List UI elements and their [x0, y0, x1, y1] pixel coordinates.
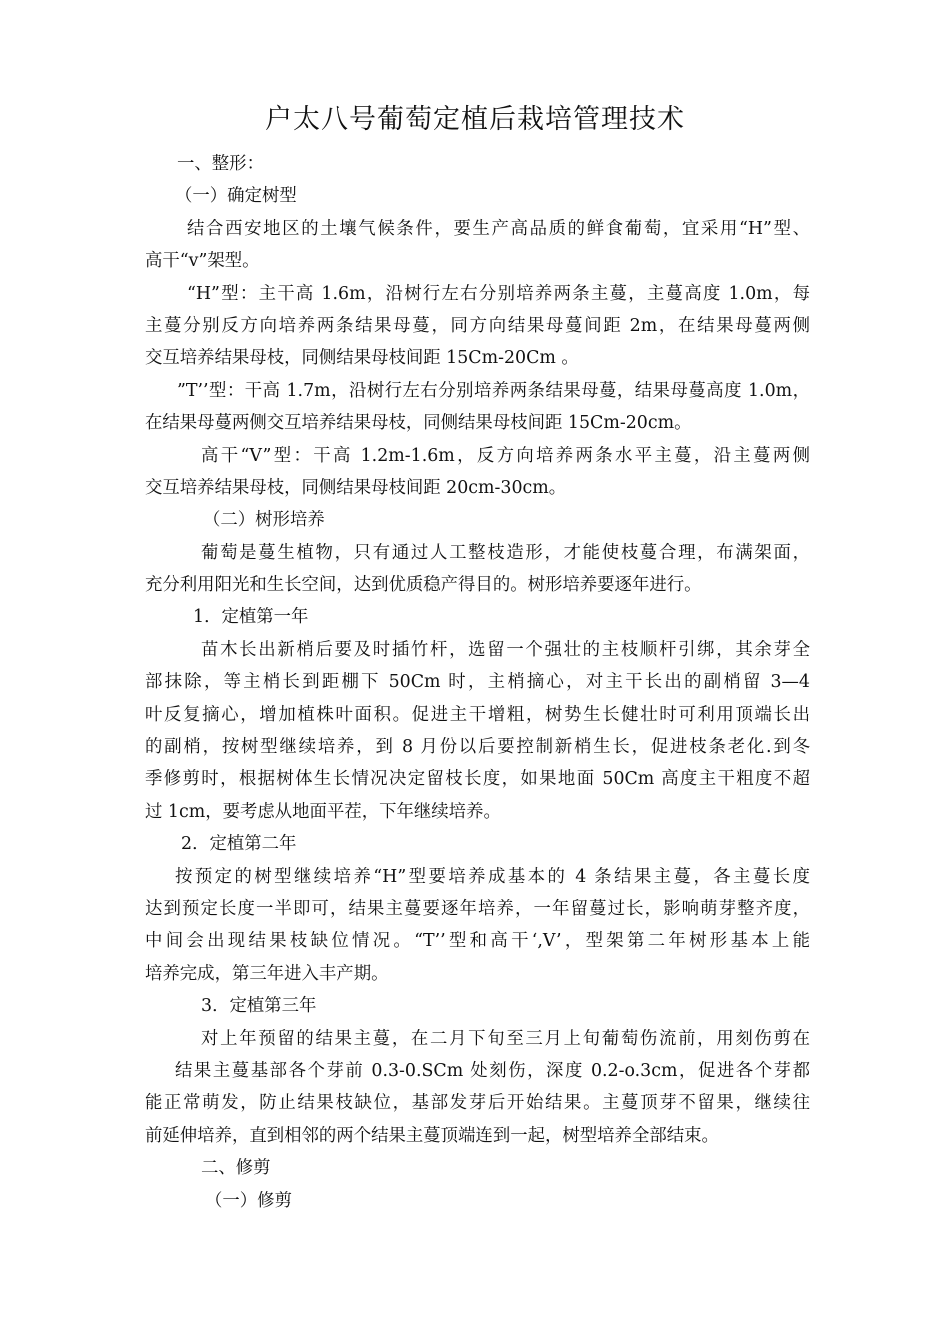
subsection-heading: 3．定植第三年: [201, 996, 317, 1017]
paragraph-line: 培养完成，第三年进入丰产期。: [145, 963, 389, 984]
paragraph-line: 交互培养结果母枝，同侧结果母枝间距 20cm-30cm。: [145, 477, 567, 498]
paragraph-line: 结合西安地区的土壤气候条件，要生产高品质的鲜食葡萄，宜采用“H”型、: [187, 218, 810, 239]
paragraph-line: ”T’’型：干高 1.7m，沿树行左右分别培养两条结果母蔓，结果母蔓高度 1.0m，: [177, 380, 810, 401]
paragraph-line: 部抹除，等主梢长到距棚下 50Cm 时，主梢摘心，对主干长出的副梢留 3—4: [145, 672, 810, 693]
paragraph-line: 充分利用阳光和生长空间，达到优质稳产得目的。树形培养要逐年进行。: [145, 575, 702, 596]
paragraph-line: 葡萄是蔓生植物，只有通过人工整枝造形，才能使枝蔓合理，布满架面，: [201, 542, 810, 563]
document-body: [145, 148, 810, 1217]
subsection-heading: 1．定植第一年: [193, 607, 309, 628]
paragraph-line: 交互培养结果母枝，同侧结果母枝间距 15Cm-20Cm 。: [145, 348, 579, 369]
paragraph-line: 在结果母蔓两侧交互培养结果母枝，同侧结果母枝间距 15Cm-20cm。: [145, 413, 692, 434]
subsection-heading: （一）确定树型: [175, 186, 297, 207]
paragraph-line: 过 1cm，要考虑从地面平茬，下年继续培养。: [145, 801, 501, 822]
paragraph-line: 中间会出现结果枝缺位情况。“T’’型和高干‘,V’，型架第二年树形基本上能: [145, 931, 810, 952]
paragraph-line: 高干“V”型：干高 1.2m-1.6m，反方向培养两条水平主蔓，沿主蔓两侧: [201, 445, 810, 466]
section-heading: 一、整形：: [177, 154, 264, 174]
page-title: 户太八号葡萄定植后栽培管理技术: [265, 104, 685, 135]
paragraph-line: 的副梢，按树型继续培养，到 8 月份以后要控制新梢生长，促进枝条老化.到冬: [145, 737, 810, 758]
paragraph-line: 季修剪时，根据树体生长情况决定留枝长度，如果地面 50Cm 高度主干粗度不超: [145, 769, 810, 790]
subsection-heading: （二）树形培养: [203, 510, 325, 531]
paragraph-line: 高干“v”架型。: [145, 251, 260, 272]
paragraph-line: 能正常萌发，防止结果枝缺位，基部发芽后开始结果。主蔓顶芽不留果，继续往: [145, 1093, 810, 1114]
paragraph-line: 结果主蔓基部各个芽前 0.3-0.SCm 处刻伤，深度 0.2-o.3cm，促进各个芽都: [175, 1060, 810, 1081]
paragraph-line: 主蔓分别反方向培养两条结果母蔓，同方向结果母蔓间距 2m，在结果母蔓两侧: [145, 315, 810, 336]
paragraph-line: 对上年预留的结果主蔓，在二月下旬至三月上旬葡萄伤流前，用刻伤剪在: [201, 1028, 810, 1049]
paragraph-line: 按预定的树型继续培养“H”型要培养成基本的 4 条结果主蔓，各主蔓长度: [175, 866, 810, 887]
subsection-heading: 2．定植第二年: [181, 834, 297, 855]
subsection-heading: （一）修剪: [205, 1190, 292, 1211]
section-heading: 二、修剪: [201, 1158, 271, 1179]
paragraph-line: 前延伸培养，直到相邻的两个结果主蔓顶端连到一起，树型培养全部结束。: [145, 1125, 719, 1146]
paragraph-line: 苗木长出新梢后要及时插竹杆，选留一个强壮的主枝顺杆引绑，其余芽全: [201, 639, 810, 660]
paragraph-line: 达到预定长度一半即可，结果主蔓要逐年培养，一年留蔓过长，影响萌芽整齐度，: [145, 898, 810, 919]
paragraph-line: 叶反复摘心，增加植株叶面积。促进主干增粗，树势生长健壮时可利用顶端长出: [145, 704, 810, 725]
paragraph-line: “H”型：主干高 1.6m，沿树行左右分别培养两条主蔓，主蔓高度 1.0m，每: [187, 283, 810, 304]
